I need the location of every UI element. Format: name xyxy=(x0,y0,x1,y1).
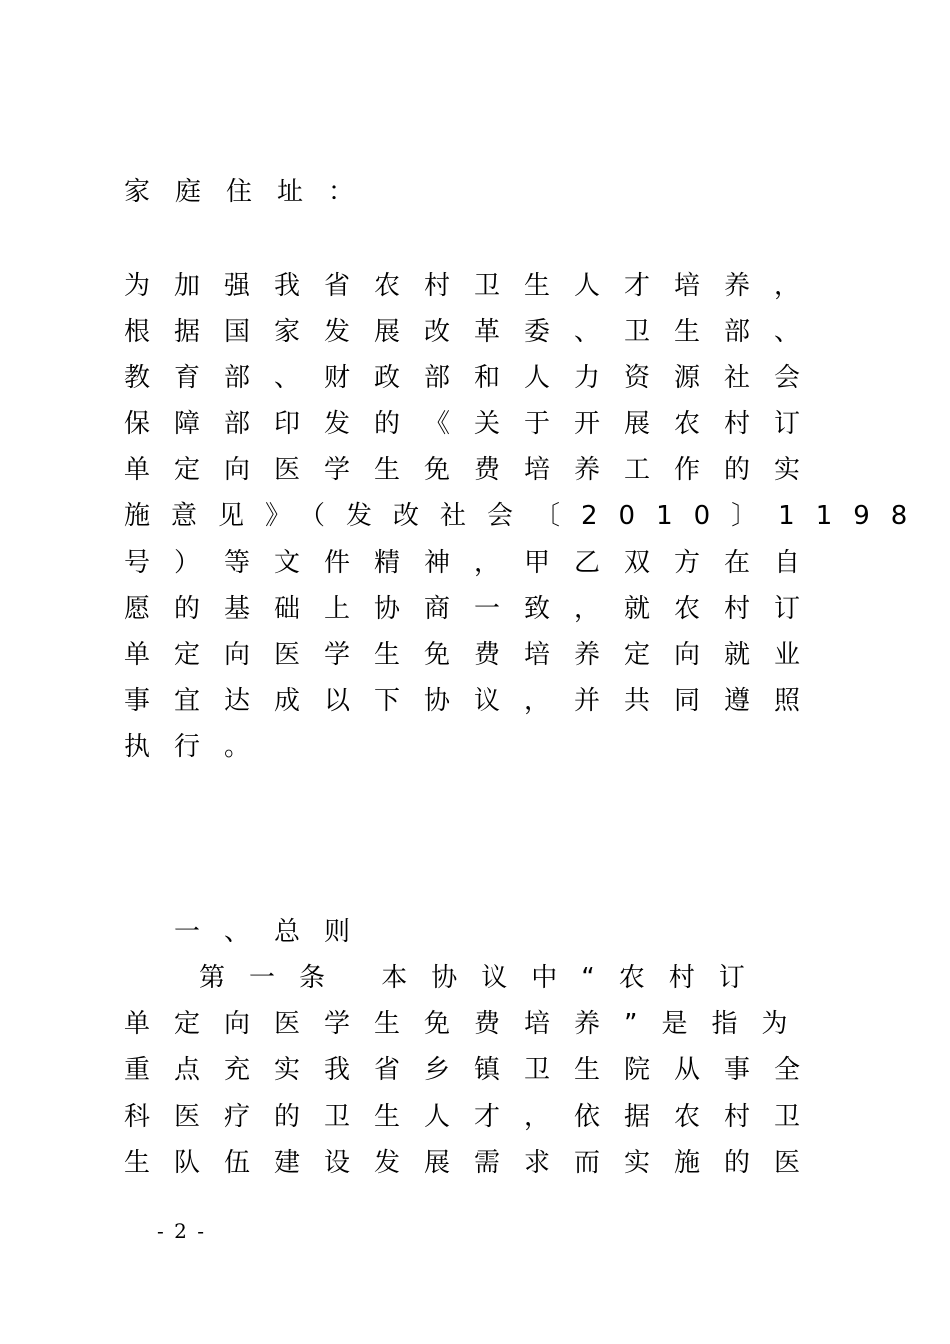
preamble-line: 教育部、财政部和人力资源社会 xyxy=(124,363,825,393)
preamble-line: 执行。 xyxy=(124,732,275,762)
article-line: 生队伍建设发展需求而实施的医 xyxy=(124,1148,825,1178)
preamble-line: 根据国家发展改革委、卫生部、 xyxy=(124,317,825,347)
preamble-line: 号）等文件精神，甲乙双方在自 xyxy=(124,548,825,578)
preamble-line: 保障部印发的《关于开展农村订 xyxy=(124,409,825,439)
article-line: 单定向医学生免费培养”是指为 xyxy=(124,1009,812,1039)
preamble-line: 施意见》（发改社会〔2010〕1198 xyxy=(124,501,929,531)
section-title: 一、总则 xyxy=(174,917,375,947)
preamble-line: 单定向医学生免费培养工作的实 xyxy=(124,455,825,485)
article-line: 科医疗的卫生人才，依据农村卫 xyxy=(124,1102,825,1132)
address-label: 家庭住址： xyxy=(124,177,380,207)
preamble-line: 为加强我省农村卫生人才培养， xyxy=(124,271,825,301)
preamble-line: 事宜达成以下协议，并共同遵照 xyxy=(124,686,825,716)
page-number: - 2 - xyxy=(157,1219,206,1243)
article-line: 第一条 本协议中“农村订 xyxy=(199,963,769,993)
preamble-line: 愿的基础上协商一致，就农村订 xyxy=(124,594,825,624)
preamble-line: 单定向医学生免费培养定向就业 xyxy=(124,640,825,670)
article-line: 重点充实我省乡镇卫生院从事全 xyxy=(124,1055,825,1085)
